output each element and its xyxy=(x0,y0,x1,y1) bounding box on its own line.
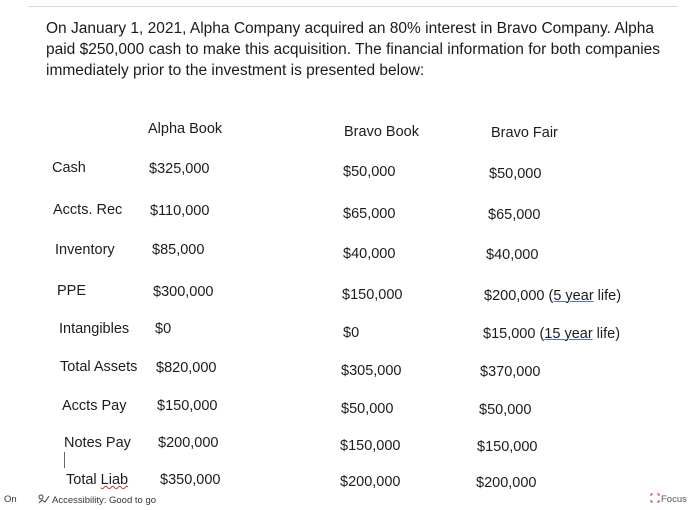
top-divider xyxy=(28,6,678,7)
alpha-book-intangibles: $0 xyxy=(155,321,172,337)
accessibility-status-text: Accessibility: Good to go xyxy=(52,495,157,506)
bravo-fair-notes-pay: $150,000 xyxy=(477,439,538,455)
alpha-book-accts-rec: $110,000 xyxy=(150,203,210,219)
bravo-fair-cash: $50,000 xyxy=(489,166,542,182)
row-label-total-assets: Total Assets xyxy=(60,359,138,375)
bravo-book-notes-pay: $150,000 xyxy=(340,438,401,454)
bravo-fair-accts-pay: $50,000 xyxy=(479,402,532,418)
bravo-fair-total-assets: $370,000 xyxy=(480,364,541,380)
row-label-inventory: Inventory xyxy=(55,242,115,258)
accessibility-status-button[interactable] xyxy=(38,494,156,506)
accessibility-icon xyxy=(38,494,50,504)
status-bar xyxy=(0,490,700,510)
bravo-fair-ppe-tail: life) xyxy=(593,288,622,304)
bravo-fair-accts-rec: $65,000 xyxy=(488,207,541,223)
status-on-label: On xyxy=(4,494,17,505)
header-bravo-fair: Bravo Fair xyxy=(491,125,558,141)
bravo-book-intangibles: $0 xyxy=(343,325,360,341)
alpha-book-total-assets: $820,000 xyxy=(156,360,217,376)
bravo-fair-ppe-amount: $200,000 ( xyxy=(484,288,554,304)
header-bravo-book: Bravo Book xyxy=(344,124,419,140)
bravo-book-total-assets: $305,000 xyxy=(341,363,402,379)
alpha-book-inventory: $85,000 xyxy=(152,242,205,258)
total-liab-word: Total xyxy=(66,472,101,488)
bravo-book-total-liab: $200,000 xyxy=(340,474,401,490)
row-label-ppe: PPE xyxy=(57,283,87,299)
bravo-book-accts-pay: $50,000 xyxy=(341,401,394,417)
focus-label: Focus xyxy=(661,494,687,505)
row-label-accts-pay: Accts Pay xyxy=(62,398,127,414)
row-label-total-liab xyxy=(66,472,128,488)
row-label-notes-pay: Notes Pay xyxy=(64,435,131,451)
bravo-fair-ppe-life: 5 year xyxy=(553,288,594,304)
bravo-fair-intangibles-tail: life) xyxy=(592,326,621,342)
alpha-book-cash: $325,000 xyxy=(149,161,210,177)
question-text: On January 1, 2021, Alpha Company acquired an 80% interest in Bravo Company. Alpha paid $250,000 cash to make this acquisition. The financial information for both companies immediately prior to the investment is presented below: xyxy=(46,20,661,79)
bravo-book-cash: $50,000 xyxy=(343,164,396,180)
bravo-fair-intangibles-life: 15 year xyxy=(544,326,593,342)
alpha-book-total-liab: $350,000 xyxy=(160,472,221,488)
bravo-fair-inventory: $40,000 xyxy=(486,247,539,263)
focus-icon xyxy=(650,493,660,503)
total-liab-abbrev: Liab xyxy=(100,472,129,488)
row-label-intangibles: Intangibles xyxy=(59,321,130,337)
bravo-fair-intangibles xyxy=(483,326,620,342)
focus-mode-button[interactable] xyxy=(650,493,687,505)
bravo-fair-intangibles-amount: $15,000 ( xyxy=(483,326,545,342)
alpha-book-accts-pay: $150,000 xyxy=(157,398,218,414)
header-alpha-book: Alpha Book xyxy=(148,121,223,137)
bravo-book-inventory: $40,000 xyxy=(343,246,396,262)
bravo-book-ppe: $150,000 xyxy=(342,287,403,303)
bravo-fair-total-liab: $200,000 xyxy=(476,475,537,491)
alpha-book-ppe: $300,000 xyxy=(153,284,214,300)
bravo-book-accts-rec: $65,000 xyxy=(343,206,396,222)
text-cursor xyxy=(64,452,65,468)
alpha-book-notes-pay: $200,000 xyxy=(158,435,219,451)
row-label-accts-rec: Accts. Rec xyxy=(53,202,123,218)
row-label-cash: Cash xyxy=(52,160,86,176)
bravo-fair-ppe xyxy=(484,288,621,304)
